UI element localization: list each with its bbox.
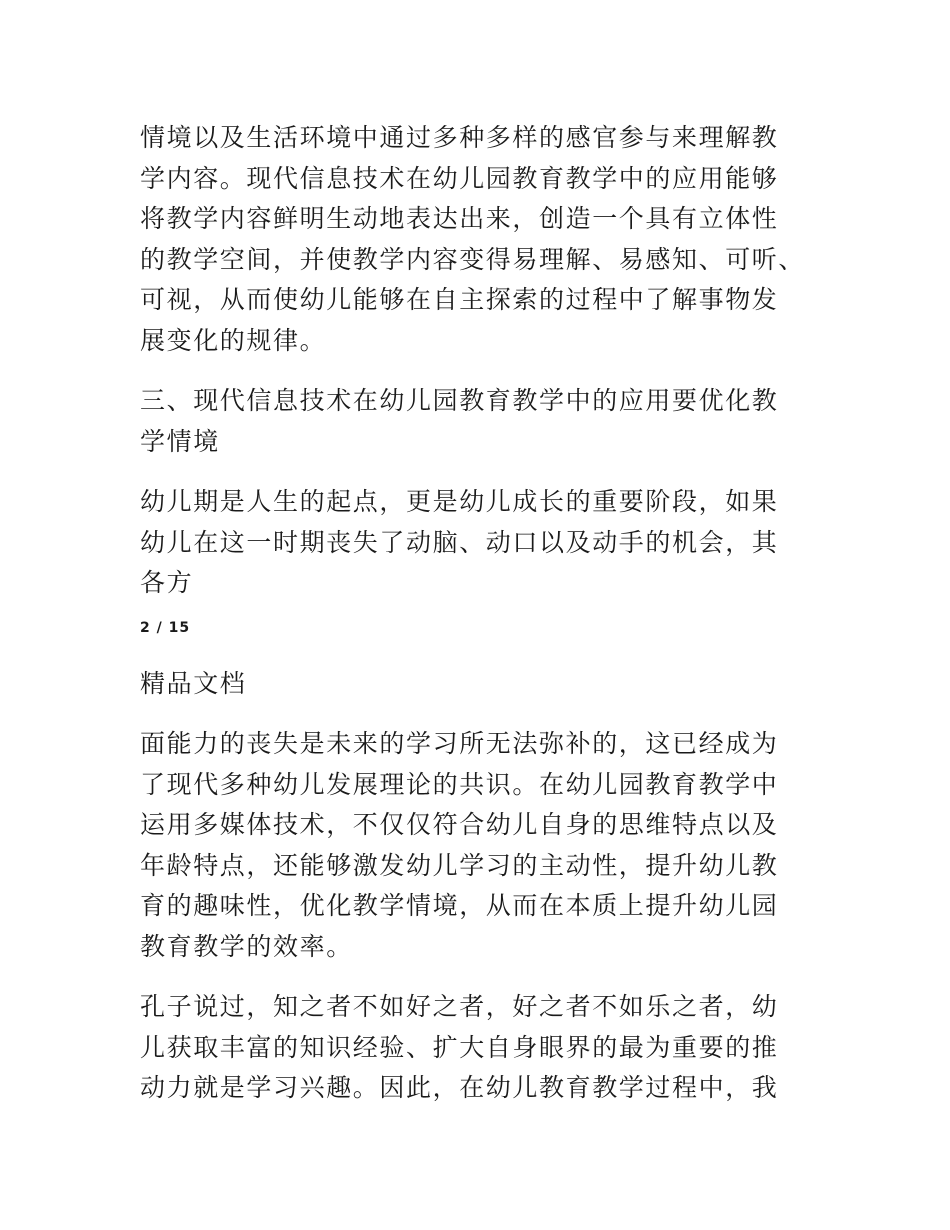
text-line: 儿获取丰富的知识经验、扩大自身眼界的最为重要的推 (140, 1032, 779, 1062)
text-line: 运用多媒体技术，不仅仅符合幼儿自身的思维特点以及 (140, 810, 779, 839)
text-line: 的教学空间，并使教学内容变得易理解、易感知、可听、 (140, 244, 806, 274)
text-line: 展变化的规律。 (140, 325, 327, 355)
text-line: 年龄特点，还能够激发幼儿学习的主动性，提升幼儿教 (140, 850, 779, 880)
text-line: 了现代多种幼儿发展理论的共识。在幼儿园教育教学中 (140, 769, 779, 799)
text-line: 将教学内容鲜明生动地表达出来，创造一个具有立体性 (140, 204, 779, 233)
paragraph-confucius (140, 987, 810, 1109)
text-line: 教育教学的效率。 (140, 931, 353, 961)
text-line: 育的趣味性，优化教学情境，从而在本质上提升幼儿园 (140, 891, 779, 920)
heading-line: 三、现代信息技术在幼儿园教育教学中的应用要优化教 (140, 386, 779, 415)
paragraph-perception-continuation (140, 118, 810, 361)
text-line: 学内容。现代信息技术在幼儿园教育教学中的应用能够 (140, 163, 779, 193)
section-heading-3 (140, 381, 810, 462)
text-line: 情境以及生活环境中通过多种多样的感官参与来理解教 (140, 123, 779, 152)
text-line: 动力就是学习兴趣。因此，在幼儿教育教学过程中，我 (140, 1073, 779, 1102)
text-line: 幼儿在这一时期丧失了动脑、动口以及动手的机会，其 (140, 527, 779, 557)
text-line: 孔子说过，知之者不如好之者，好之者不如乐之者，幼 (140, 992, 779, 1021)
paragraph-multimedia (140, 724, 810, 967)
heading-line: 学情境 (140, 426, 220, 456)
page-number: 2 / 15 (140, 620, 191, 636)
document-label: 精品文档 (140, 669, 247, 698)
text-line: 面能力的丧失是未来的学习所无法弥补的，这已经成为 (140, 729, 779, 758)
text-line: 可视，从而使幼儿能够在自主探索的过程中了解事物发 (140, 285, 779, 314)
paragraph-early-childhood (140, 482, 810, 604)
text-line: 幼儿期是人生的起点，更是幼儿成长的重要阶段，如果 (140, 487, 779, 516)
text-line: 各方 (140, 568, 194, 597)
